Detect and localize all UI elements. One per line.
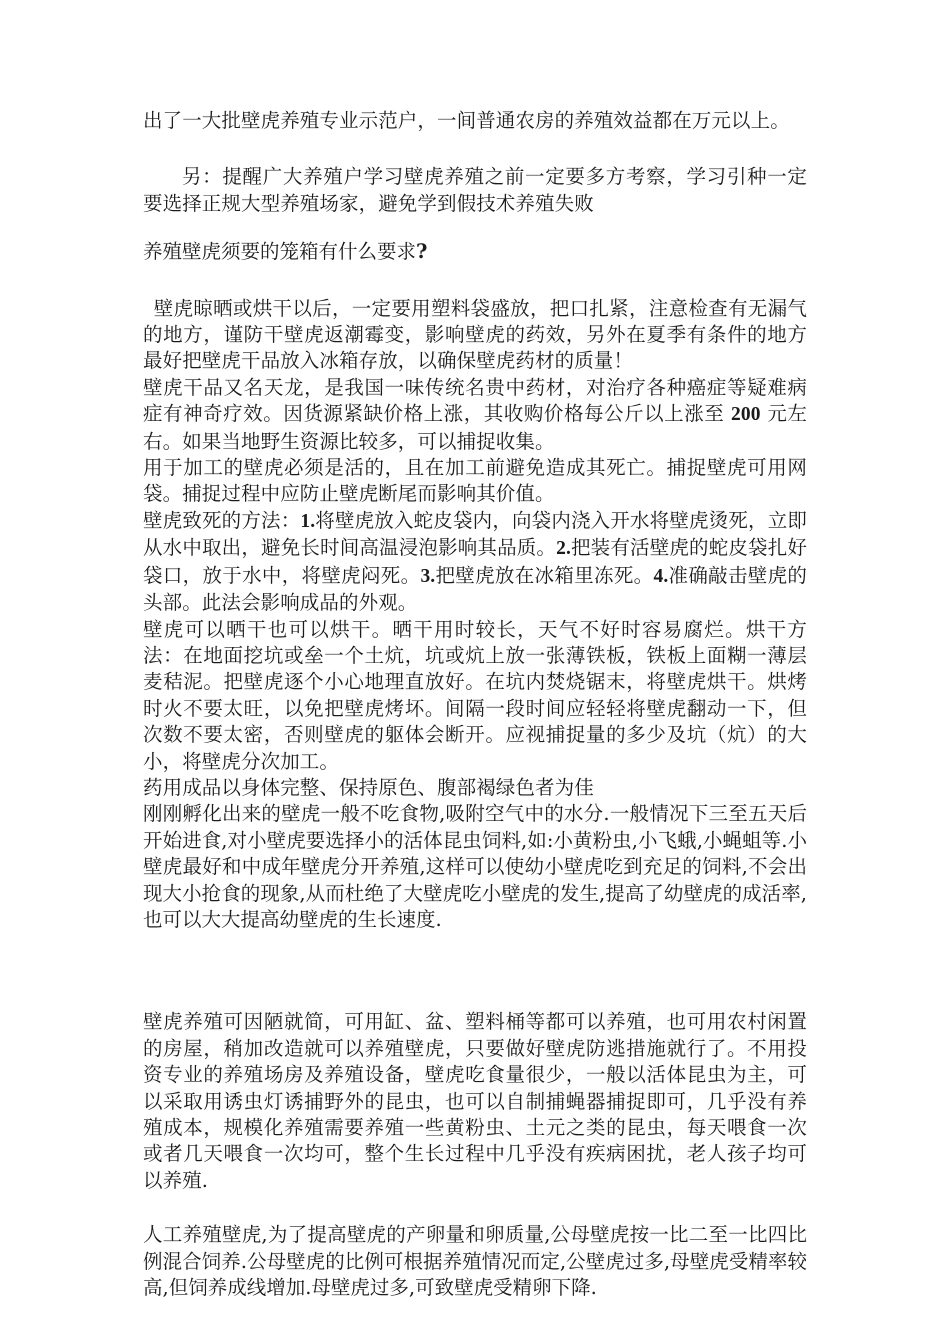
list-marker-1: 1. bbox=[300, 510, 316, 532]
spacer bbox=[143, 266, 807, 296]
drying-methods-paragraph: 壁虎可以晒干也可以烘干。晒干用时较长，天气不好时容易腐烂。烘干方法：在地面挖坑或垒一个土炕，坑或炕上放一张薄铁板，铁板上面糊一薄层麦秸泥。把壁虎逐个小心地理直放好。在坑内焚烧锯末，将壁虎烘干。烘烤时火不要太旺，以免把壁虎烤坏。间隔一段时间应轻轻将壁虎翻动一下，但次数不要太密，否则壁虎的躯体会断开。应视捕捉量的多少及坑（炕）的大小，将壁虎分次加工。 bbox=[143, 617, 807, 773]
list-text-2: 把装有活壁虎的蛇皮袋扎好袋口，放于水中，将壁虎闷死。 bbox=[143, 536, 807, 587]
list-text-1: 将壁虎放入蛇皮袋内，向袋内浇入开水将壁虎烫死，立即从水中取出，避免长时间高温浸泡影响其品质。 bbox=[143, 508, 807, 560]
list-marker-4: 4. bbox=[653, 565, 669, 587]
capture-paragraph: 用于加工的壁虎必须是活的，且在加工前避免造成其死亡。捕捉壁虎可用网袋。捕捉过程中应防止壁虎断尾而影响其价值。 bbox=[143, 456, 807, 506]
note-paragraph: 另：提醒广大养殖户学习壁虎养殖之前一定要多方考察，学习引种一定要选择正规大型养殖场家，避免学到假技术养殖失败 bbox=[143, 165, 807, 215]
killing-methods-paragraph bbox=[143, 508, 807, 617]
list-marker-2: 2. bbox=[556, 538, 571, 560]
section-heading bbox=[143, 239, 807, 265]
price-paragraph-lead: 壁虎干品又名天龙，是我国一味传统名贵中药材，对治疗各种癌症等疑难病症有神奇疗效。因货源紧缺价格上涨，其收购价格每公斤以上涨至 bbox=[143, 375, 807, 426]
price-paragraph-tail: 元左右。如果当地野生资源比较多，可以捕捉收集。 bbox=[143, 402, 807, 453]
killing-methods-lead: 壁虎致死的方法： bbox=[143, 508, 301, 532]
breeding-ratio-paragraph: 人工养殖壁虎,为了提高壁虎的产卵量和卵质量,公母壁虎按一比二至一比四比例混合饲养.公母壁虎的比例可根据养殖情况而定,公壁虎过多,母壁虎受精率较高,但饲养成线增加.母壁虎过多,可致壁虎受精卵下降. bbox=[143, 1223, 807, 1300]
list-text-4: 准确敲击壁虎的头部。此法会影响成品的外观。 bbox=[143, 563, 808, 615]
spacer bbox=[143, 134, 807, 164]
quality-standard-line: 药用成品以身体完整、保持原色、腹部褐绿色者为佳 bbox=[143, 775, 594, 799]
low-cost-farming-paragraph: 壁虎养殖可因陋就简，可用缸、盆、塑料桶等都可以养殖，也可用农村闲置的房屋，稍加改造就可以养殖壁虎，只要做好壁虎防逃措施就行了。不用投资专业的养殖场房及养殖设备，壁虎吃食量很少，一般以活体昆虫为主，可以采取用诱虫灯诱捕野外的昆虫，也可以自制捕蝇器捕捉即可，几乎没有养殖成本，规模化养殖需要养殖一些黄粉虫、土元之类的昆虫，每天喂食一次或者几天喂食一次均可，整个生长过程中几乎没有疾病困扰，老人孩子均可以养殖. bbox=[143, 1010, 807, 1192]
drying-storage-paragraph: 壁虎晾晒或烘干以后，一定要用塑料袋盛放，把口扎紧，注意检查有无漏气的地方，谨防干壁虎返潮霉变，影响壁虎的药效，另外在夏季有条件的地方最好把壁虎干品放入冰箱存放，以确保壁虎药材的质量！ bbox=[143, 296, 807, 373]
spacer bbox=[143, 217, 807, 239]
price-value: 200 bbox=[731, 404, 761, 426]
opening-line: 出了一大批壁虎养殖专业示范户，一间普通农房的养殖效益都在万元以上。 bbox=[143, 109, 790, 132]
hatchling-feeding-paragraph: 刚刚孵化出来的壁虎一般不吃食物,吸附空气中的水分.一般情况下三至五天后开始进食,对小壁虎要选择小的活体昆虫饲料,如:小黄粉虫,小飞蛾,小蝇蛆等.小壁虎最好和中成年壁虎分开养殖,这样可以使幼小壁虎吃到充足的饲料,不会出现大小抢食的现象,从而杜绝了大壁虎吃小壁虎的发生,提高了幼壁虎的成活率,也可以大大提高幼壁虎的生长速度. bbox=[143, 802, 807, 931]
spacer bbox=[143, 933, 807, 1009]
section-heading-text: 养殖壁虎须要的笼箱有什么要求 bbox=[143, 240, 417, 264]
price-paragraph bbox=[143, 375, 807, 455]
list-marker-3: 3. bbox=[420, 565, 436, 587]
section-heading-question-mark: ? bbox=[416, 240, 428, 264]
document-body bbox=[143, 108, 807, 1301]
spacer bbox=[143, 1194, 807, 1222]
list-text-3: 把壁虎放在冰箱里冻死。 bbox=[435, 563, 654, 587]
